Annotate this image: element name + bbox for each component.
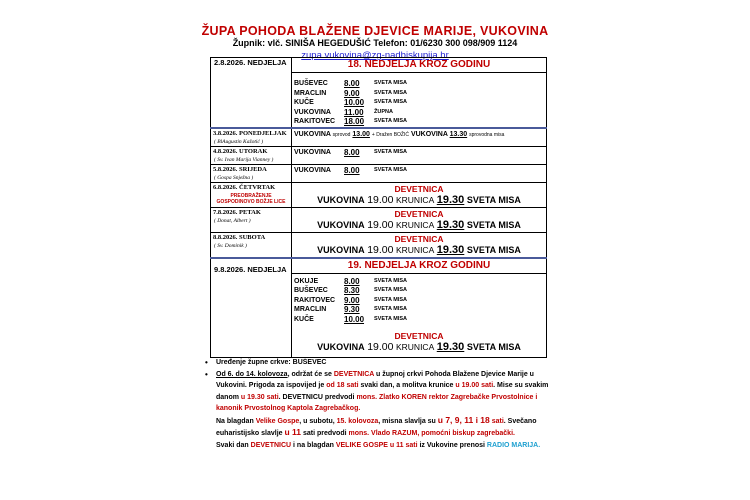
event-line bbox=[292, 129, 546, 141]
text: u župnoj crkvi Pohoda Blažene Djevice Marije u Vukovini. Prigoda za ispovijed je bbox=[216, 370, 534, 389]
date-cell bbox=[211, 58, 292, 128]
novena-line bbox=[292, 244, 546, 257]
novena-line bbox=[292, 194, 546, 207]
kind: SVETA MISA bbox=[374, 80, 408, 86]
date-cell bbox=[211, 232, 292, 258]
time: 19.30 bbox=[436, 243, 465, 256]
sunday-title: 18. NEDJELJA KROZ GODINU bbox=[292, 58, 546, 73]
date-label: 5.8.2026. SRIJEDA bbox=[213, 165, 267, 173]
time: 8.30 bbox=[344, 286, 360, 295]
place: KUČE bbox=[294, 99, 314, 106]
date-cell bbox=[211, 182, 292, 207]
text: 15. kolovoza bbox=[336, 417, 379, 425]
date-label: 8.8.2026. SUBOTA bbox=[213, 233, 266, 241]
mass-row bbox=[292, 147, 546, 158]
place: MRACLIN bbox=[294, 89, 327, 97]
announcements bbox=[204, 357, 552, 451]
schedule-row bbox=[211, 146, 547, 164]
saint-label: ( Donat, Albert ) bbox=[214, 217, 251, 224]
place: VUKOVINA bbox=[317, 219, 365, 230]
text: . Svečano euharistijsko slavlje bbox=[216, 417, 537, 437]
text: Velike Gospe bbox=[255, 417, 300, 425]
place: VUKOVINA bbox=[294, 148, 331, 156]
date-cell bbox=[211, 128, 292, 147]
kind: SVETA MISA bbox=[466, 194, 521, 205]
place: VUKOVINA bbox=[317, 244, 365, 255]
text: u 11 bbox=[284, 427, 302, 437]
text: u 19.00 sati bbox=[455, 382, 494, 389]
saint-label: ( Gospa Snježna ) bbox=[214, 174, 254, 181]
schedule-row bbox=[211, 207, 547, 232]
time: 19.30 bbox=[436, 193, 465, 206]
text: mons. Zlatko KOREN rektor Zagrebačke Prvostolnice i kanonik Prvostolnog Kaptola Zagrebačkog. bbox=[216, 393, 538, 412]
time: 19.00 bbox=[367, 193, 394, 206]
time: 8.00 bbox=[344, 165, 360, 175]
time: 13.00 bbox=[352, 130, 370, 138]
place: OKUJE bbox=[294, 277, 319, 285]
place: RAKITOVEC bbox=[294, 118, 336, 125]
place: VUKOVINA bbox=[410, 130, 448, 138]
mass-row bbox=[292, 98, 546, 108]
place: BUŠEVEC bbox=[294, 80, 328, 87]
date-label: 2.8.2026. NEDJELJA bbox=[214, 58, 287, 67]
text: VELIKE GOSPE u 11 sati bbox=[335, 441, 418, 449]
parish-title: ŽUPA POHODA BLAŽENE DJEVICE MARIJE, VUKOVINA bbox=[201, 24, 549, 38]
novena-title: DEVETNICA bbox=[394, 208, 444, 219]
sunday-title: 19. NEDJELJA KROZ GODINU bbox=[292, 259, 546, 274]
kind: SVETA MISA bbox=[374, 315, 408, 322]
feast-label: PREOBRAŽENJE GOSPODINOVO BOŽJE LICE bbox=[216, 192, 286, 205]
events-cell bbox=[292, 232, 547, 258]
place: VUKOVINA bbox=[294, 108, 331, 116]
text: od 18 sati bbox=[326, 382, 359, 389]
date-label: 9.8.2026. NEDJELJA bbox=[214, 264, 287, 274]
kind: SVETA MISA bbox=[374, 277, 408, 284]
mass-row bbox=[292, 165, 546, 176]
time: 19.30 bbox=[436, 218, 465, 231]
time: 19.00 bbox=[367, 341, 394, 353]
text: , misna slavlja su bbox=[378, 417, 438, 425]
date-cell bbox=[211, 258, 292, 358]
kind: SVETA MISA bbox=[374, 306, 408, 312]
text: u 19.30 sati bbox=[240, 393, 279, 401]
kind: KRUNICA bbox=[395, 219, 435, 230]
events-cell bbox=[292, 58, 547, 128]
mass-row bbox=[292, 117, 546, 127]
saint-label: ( Sv. Dominik ) bbox=[214, 242, 247, 249]
text: mons. Vlado RAZUM, pomoćni biskup zagrebački. bbox=[348, 430, 515, 437]
date-cell bbox=[211, 207, 292, 232]
pastor-contact: Župnik: vlč. SINIŠA HEGEDUŠIĆ Telefon: 01/6230 300 098/909 1124 bbox=[232, 38, 518, 48]
time: 19.00 bbox=[367, 243, 394, 256]
kind: SVETA MISA bbox=[374, 287, 408, 293]
time: 8.00 bbox=[344, 147, 360, 157]
kind: SVETA MISA bbox=[374, 166, 408, 173]
text: . DEVETNICU predvodi bbox=[278, 393, 357, 401]
date-label: 4.8.2026. UTORAK bbox=[213, 147, 268, 155]
events-cell bbox=[292, 146, 547, 164]
text: RADIO MARIJA. bbox=[486, 441, 541, 449]
time: 18.00 bbox=[344, 117, 365, 126]
schedule-row bbox=[211, 232, 547, 258]
saint-label: ( Sv. Ivan Marija Vianney ) bbox=[214, 156, 274, 163]
note: sprovodna misa bbox=[469, 131, 505, 138]
kind: SVETA MISA bbox=[466, 342, 521, 352]
text: Od 6. do 14. kolovoza bbox=[216, 370, 288, 378]
time: 11.00 bbox=[344, 107, 364, 117]
schedule-table bbox=[210, 57, 547, 358]
announcement-novena bbox=[204, 369, 552, 415]
kind: KRUNICA bbox=[395, 194, 435, 205]
place: VUKOVINA bbox=[317, 342, 365, 352]
time: 9.30 bbox=[344, 305, 360, 314]
time: 13.30 bbox=[449, 130, 468, 138]
kind: SVETA MISA bbox=[374, 99, 408, 105]
text: sati bbox=[489, 417, 504, 425]
novena-title: DEVETNICA bbox=[394, 183, 444, 194]
text: Na blagdan bbox=[216, 417, 256, 425]
time: 8.00 bbox=[344, 276, 360, 286]
text: iz Vukovine prenosi bbox=[417, 441, 487, 449]
events-cell bbox=[292, 207, 547, 232]
kind: ŽUPNA bbox=[374, 108, 393, 115]
mass-row bbox=[292, 315, 546, 325]
place: VUKOVINA bbox=[294, 166, 331, 174]
mass-row bbox=[292, 296, 546, 306]
place: VUKOVINA bbox=[317, 194, 365, 205]
place: RAKITOVEC bbox=[294, 296, 336, 304]
text: , u subotu, bbox=[299, 417, 337, 425]
mass-row bbox=[292, 286, 546, 296]
note: sprovod bbox=[332, 131, 351, 138]
schedule-row bbox=[211, 258, 547, 358]
events-cell bbox=[292, 164, 547, 182]
date-label: 7.8.2026. PETAK bbox=[213, 208, 261, 216]
mass-row bbox=[292, 79, 546, 89]
time: 19.30 bbox=[436, 341, 465, 353]
kind: KRUNICA bbox=[395, 342, 435, 352]
date-cell bbox=[211, 146, 292, 164]
schedule-row bbox=[211, 164, 547, 182]
novena-line bbox=[292, 341, 546, 357]
text: DEVETNICU bbox=[250, 441, 292, 449]
events-cell bbox=[292, 128, 547, 147]
time: 9.00 bbox=[344, 88, 360, 98]
announcement-radio bbox=[204, 440, 552, 452]
kind: KRUNICA bbox=[395, 244, 435, 255]
text: i na blagdan bbox=[291, 441, 336, 449]
kind: SVETA MISA bbox=[374, 89, 408, 96]
schedule-row bbox=[211, 182, 547, 207]
time: 8.00 bbox=[344, 79, 360, 88]
text: sati predvodi bbox=[301, 430, 349, 437]
kind: SVETA MISA bbox=[466, 244, 521, 255]
novena-line bbox=[292, 219, 546, 232]
time: 9.00 bbox=[344, 295, 360, 305]
place: BUŠEVEC bbox=[294, 287, 328, 294]
place: MRACLIN bbox=[294, 306, 327, 313]
place: VUKOVINA bbox=[294, 130, 331, 138]
note: + Dražen BOŽIĆ bbox=[371, 131, 409, 138]
text: . Mise su svakim danom bbox=[216, 382, 549, 401]
time: 19.00 bbox=[367, 218, 394, 231]
email-link[interactable]: zupa.vukovina@zg-nadbiskupija.hr bbox=[301, 50, 449, 61]
date-label: 3.8.2026. PONEDJELJAK bbox=[213, 129, 287, 137]
kind: SVETA MISA bbox=[466, 219, 521, 230]
mass-row bbox=[292, 89, 546, 99]
text: DEVETNICA bbox=[333, 370, 375, 378]
events-cell bbox=[292, 258, 547, 358]
text: , održat će se bbox=[287, 370, 334, 378]
announcement-feast bbox=[204, 415, 552, 440]
novena-title: DEVETNICA bbox=[394, 233, 444, 244]
mass-row bbox=[292, 305, 546, 315]
kind: SVETA MISA bbox=[374, 148, 408, 155]
kind: SVETA MISA bbox=[374, 118, 408, 124]
schedule-row bbox=[211, 128, 547, 147]
place: KUČE bbox=[294, 315, 314, 323]
mass-row bbox=[292, 108, 546, 118]
schedule-row bbox=[211, 58, 547, 128]
date-cell bbox=[211, 164, 292, 182]
announcement-cleaning: • Uređenje župne crkve: BUŠEVEC bbox=[204, 357, 552, 369]
time: 10.00 bbox=[344, 314, 365, 324]
novena-title: DEVETNICA bbox=[394, 331, 444, 341]
text: Svaki dan bbox=[216, 441, 251, 449]
time: 10.00 bbox=[344, 98, 365, 107]
text: u 7, 9, 11 i 18 bbox=[437, 414, 490, 425]
kind: SVETA MISA bbox=[374, 296, 408, 303]
text: svaki dan, a molitva krunice bbox=[358, 382, 456, 389]
date-label: 6.8.2026. ČETVRTAK bbox=[213, 183, 276, 191]
mass-row bbox=[292, 277, 546, 287]
saint-label: ( BlAugustin Kažotić ) bbox=[214, 138, 264, 145]
events-cell bbox=[292, 182, 547, 207]
